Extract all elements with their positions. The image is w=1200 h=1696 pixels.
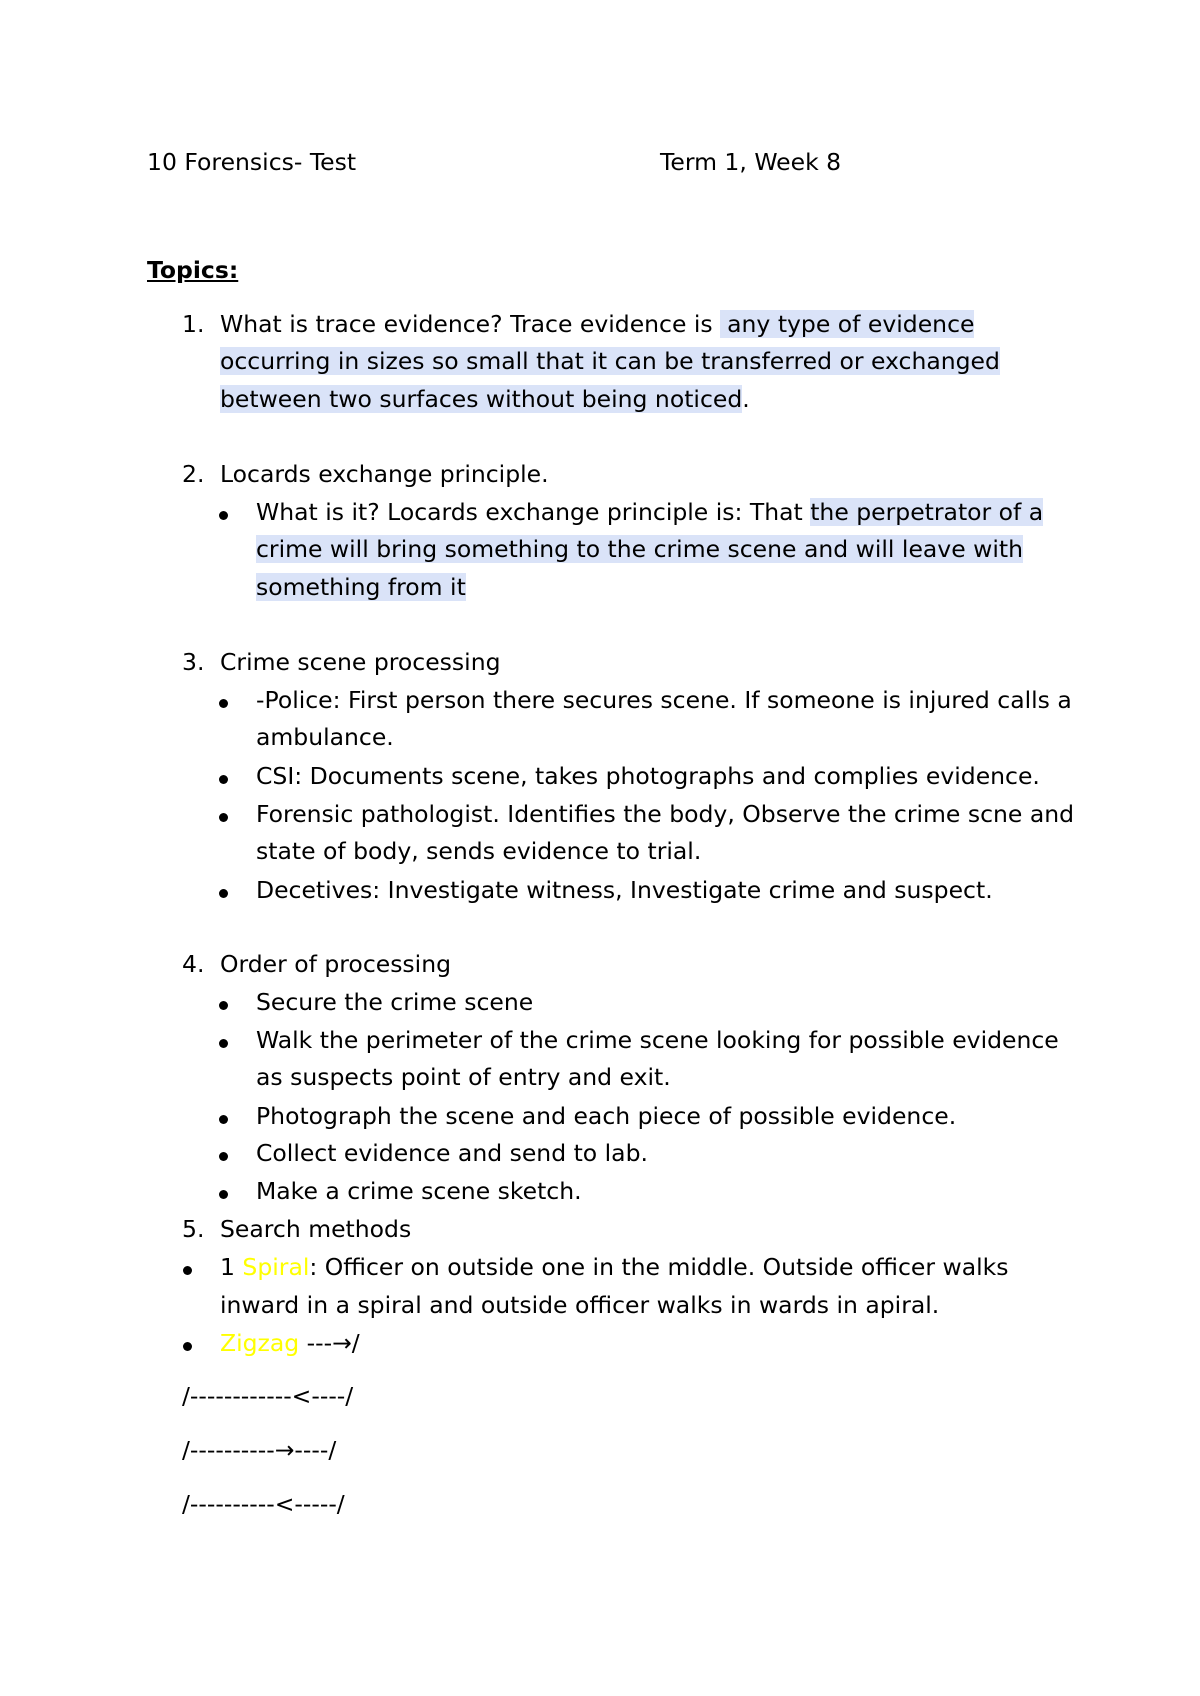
item-2-number: 2. (182, 460, 205, 488)
item-4-bullet-2-line-1: Walk the perimeter of the crime scene looking for possible evidence (256, 1026, 1059, 1054)
item-4-bullet-1: Secure the crime scene (256, 988, 534, 1016)
bullet-icon (219, 1001, 228, 1010)
bullet-icon (219, 1039, 228, 1048)
bullet-icon (219, 1190, 228, 1199)
item-4-number: 4. (182, 950, 205, 978)
bullet-icon (183, 1342, 192, 1351)
item-2-definition-highlight-2: crime will bring something to the crime scene and will leave with (256, 535, 1023, 563)
item-2-sub-line-1 (256, 494, 1043, 532)
zigzag-arrow: ---→/ (299, 1329, 360, 1357)
bullet-icon (219, 813, 228, 822)
item-1-line-2 (220, 343, 1000, 381)
bullet-icon (219, 1115, 228, 1124)
item-5-number: 5. (182, 1215, 205, 1243)
zigzag-line-3: /----------<-----/ (182, 1490, 345, 1518)
item-3-bullet-3-line-1: Forensic pathologist. Identifies the body, Observe the crime scne and (256, 800, 1075, 828)
item-1-definition-highlight-2: occurring in sizes so small that it can be transferred or exchanged (220, 347, 1000, 375)
item-3-bullet-1-line-2: ambulance. (256, 723, 394, 751)
bullet-icon (183, 1266, 192, 1275)
item-3-bullet-1-line-1: -Police: First person there secures scene. If someone is injured calls a (256, 686, 1072, 714)
term-week: Term 1, Week 8 (660, 148, 842, 176)
item-4-bullet-3: Photograph the scene and each piece of possible evidence. (256, 1102, 957, 1130)
bullet-icon (219, 889, 228, 898)
item-1-number: 1. (182, 310, 205, 338)
zigzag-line-1: /------------<----/ (182, 1382, 354, 1410)
bullet-icon (219, 699, 228, 708)
item-5-title: Search methods (220, 1215, 412, 1243)
item-2-sub-line-3 (256, 569, 466, 607)
search-spiral-line-2: inward in a spiral and outside officer walks in wards in apiral. (220, 1291, 940, 1319)
item-2-sub-lead: What is it? Locards exchange principle is: That (256, 498, 811, 526)
spiral-description: : Officer on outside one in the middle. Outside officer walks (309, 1253, 1009, 1281)
item-3-number: 3. (182, 648, 205, 676)
item-3-bullet-4: Decetives: Investigate witness, Investigate crime and suspect. (256, 876, 993, 904)
item-4-bullet-4: Collect evidence and send to lab. (256, 1139, 648, 1167)
item-1-line-1 (220, 306, 974, 344)
item-1-definition-highlight-3: between two surfaces without being noticed (220, 385, 743, 413)
item-3-bullet-2: CSI: Documents scene, takes photographs and complies evidence. (256, 762, 1040, 790)
search-spiral-line-1 (220, 1249, 1009, 1287)
item-2-definition-highlight-1: the perpetrator of a (810, 498, 1044, 526)
item-4-bullet-5: Make a crime scene sketch. (256, 1177, 582, 1205)
item-4-title: Order of processing (220, 950, 452, 978)
item-2-definition-highlight-3: something from it (256, 573, 466, 601)
item-1-lead: What is trace evidence? Trace evidence is (220, 310, 721, 338)
bullet-icon (219, 775, 228, 784)
bullet-icon (219, 1152, 228, 1161)
spiral-keyword: Spiral (242, 1253, 310, 1281)
item-3-title: Crime scene processing (220, 648, 501, 676)
zigzag-keyword: Zigzag (220, 1329, 300, 1357)
zigzag-line-2: /----------→----/ (182, 1436, 337, 1464)
bullet-icon (219, 511, 228, 520)
item-4-bullet-2-line-2: as suspects point of entry and exit. (256, 1063, 671, 1091)
document-title: 10 Forensics- Test (147, 148, 357, 176)
item-3-bullet-3-line-2: state of body, sends evidence to trial. (256, 837, 702, 865)
item-2-title: Locards exchange principle. (220, 460, 549, 488)
item-1-line-3 (220, 381, 750, 419)
search-zigzag (220, 1325, 360, 1363)
item-1-period: . (742, 385, 750, 413)
item-2-sub-line-2 (256, 531, 1023, 569)
item-1-definition-highlight-1: any type of evidence (720, 310, 974, 338)
topics-heading: Topics: (147, 256, 239, 284)
spiral-prefix: 1 (220, 1253, 243, 1281)
